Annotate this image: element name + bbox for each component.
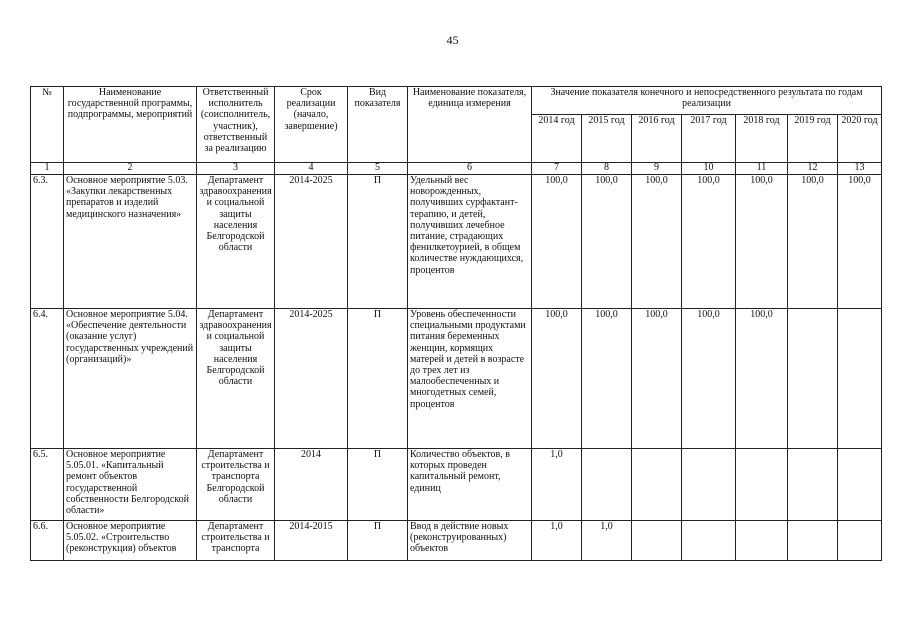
header-indicator-name: Наименование показателя, единица измерения	[408, 87, 532, 163]
header-year: 2014 год	[532, 115, 582, 163]
table-row	[31, 175, 882, 309]
row-indicator: Уровень обеспеченности специальными продуктами питания беременных женщин, кормящих матерей и детей в возрасте до трех лет из малообеспеченных и многодетных семей, процентов	[408, 309, 532, 449]
row-value	[788, 449, 838, 521]
row-type: П	[348, 521, 408, 561]
row-value: 100,0	[582, 175, 632, 309]
row-value: 100,0	[736, 309, 788, 449]
table-row	[31, 449, 882, 521]
column-number: 12	[788, 163, 838, 175]
column-number-row	[31, 163, 882, 175]
row-value	[838, 449, 882, 521]
indicator-table	[30, 86, 882, 561]
row-num: 6.3.	[31, 175, 64, 309]
row-type: П	[348, 309, 408, 449]
column-number: 3	[197, 163, 275, 175]
row-value	[788, 521, 838, 561]
header-period: Срок реализации (начало, завершение)	[275, 87, 348, 163]
row-value	[582, 449, 632, 521]
header-values-group: Значение показателя конечного и непосредственного результата по годам реализации	[532, 87, 882, 115]
row-type: П	[348, 175, 408, 309]
row-value	[682, 449, 736, 521]
column-number: 8	[582, 163, 632, 175]
row-value: 100,0	[736, 175, 788, 309]
column-number: 6	[408, 163, 532, 175]
header-indicator-type: Вид показателя	[348, 87, 408, 163]
row-value: 100,0	[532, 175, 582, 309]
row-value: 100,0	[838, 175, 882, 309]
header-num: №	[31, 87, 64, 163]
column-number: 7	[532, 163, 582, 175]
column-number: 10	[682, 163, 736, 175]
row-period: 2014-2015	[275, 521, 348, 561]
column-number: 9	[632, 163, 682, 175]
header-year: 2016 год	[632, 115, 682, 163]
row-value: 1,0	[582, 521, 632, 561]
row-value	[736, 449, 788, 521]
row-value: 100,0	[682, 175, 736, 309]
row-value: 100,0	[582, 309, 632, 449]
row-period: 2014-2025	[275, 175, 348, 309]
row-value: 1,0	[532, 521, 582, 561]
row-name: Основное мероприятие 5.04. «Обеспечение деятельности (оказание услуг) государственных учреждений (организаций)»	[64, 309, 197, 449]
row-value: 100,0	[632, 175, 682, 309]
row-value	[838, 309, 882, 449]
row-value: 100,0	[532, 309, 582, 449]
row-value	[632, 449, 682, 521]
row-value: 100,0	[788, 175, 838, 309]
row-indicator: Удельный вес новорожденных, получивших сурфактант-терапию, и детей, получивших лечебное питание, страдающих фенилкетоурией, в общем количестве нуждающихся, процентов	[408, 175, 532, 309]
row-name: Основное мероприятие 5.05.02. «Строительство (реконструкция) объектов	[64, 521, 197, 561]
row-executor: Департамент здравоохранения и социальной защиты населения Белгородской области	[197, 309, 275, 449]
row-num: 6.5.	[31, 449, 64, 521]
row-value	[682, 521, 736, 561]
header-year: 2019 год	[788, 115, 838, 163]
table-row	[31, 521, 882, 561]
row-type: П	[348, 449, 408, 521]
row-indicator: Ввод в действие новых (реконструированных) объектов	[408, 521, 532, 561]
row-num: 6.4.	[31, 309, 64, 449]
row-num: 6.6.	[31, 521, 64, 561]
column-number: 5	[348, 163, 408, 175]
header-year: 2015 год	[582, 115, 632, 163]
header-year: 2017 год	[682, 115, 736, 163]
column-number: 2	[64, 163, 197, 175]
row-value: 100,0	[682, 309, 736, 449]
row-executor: Департамент здравоохранения и социальной защиты населения Белгородской области	[197, 175, 275, 309]
row-value	[632, 521, 682, 561]
page-number: 45	[446, 33, 459, 47]
column-number: 4	[275, 163, 348, 175]
header-year: 2018 год	[736, 115, 788, 163]
row-period: 2014	[275, 449, 348, 521]
row-value	[788, 309, 838, 449]
header-year: 2020 год	[838, 115, 882, 163]
row-name: Основное мероприятие 5.03. «Закупки лекарственных препаратов и изделий медицинского назначения»	[64, 175, 197, 309]
column-number: 11	[736, 163, 788, 175]
row-indicator: Количество объектов, в которых проведен капитальный ремонт, единиц	[408, 449, 532, 521]
row-name: Основное мероприятие 5.05.01. «Капитальный ремонт объектов государственной собственности Белгородской области»	[64, 449, 197, 521]
row-value: 100,0	[632, 309, 682, 449]
row-value	[838, 521, 882, 561]
row-executor: Департамент строительства и транспорта	[197, 521, 275, 561]
header-executor: Ответственный исполнитель (соисполнитель, участник), ответственный за реализацию	[197, 87, 275, 163]
row-value: 1,0	[532, 449, 582, 521]
row-value	[736, 521, 788, 561]
table-row	[31, 309, 882, 449]
header-name: Наименование государственной программы, подпрограммы, мероприятий	[64, 87, 197, 163]
row-executor: Департамент строительства и транспорта Белгородской области	[197, 449, 275, 521]
row-period: 2014-2025	[275, 309, 348, 449]
column-number: 13	[838, 163, 882, 175]
column-number: 1	[31, 163, 64, 175]
